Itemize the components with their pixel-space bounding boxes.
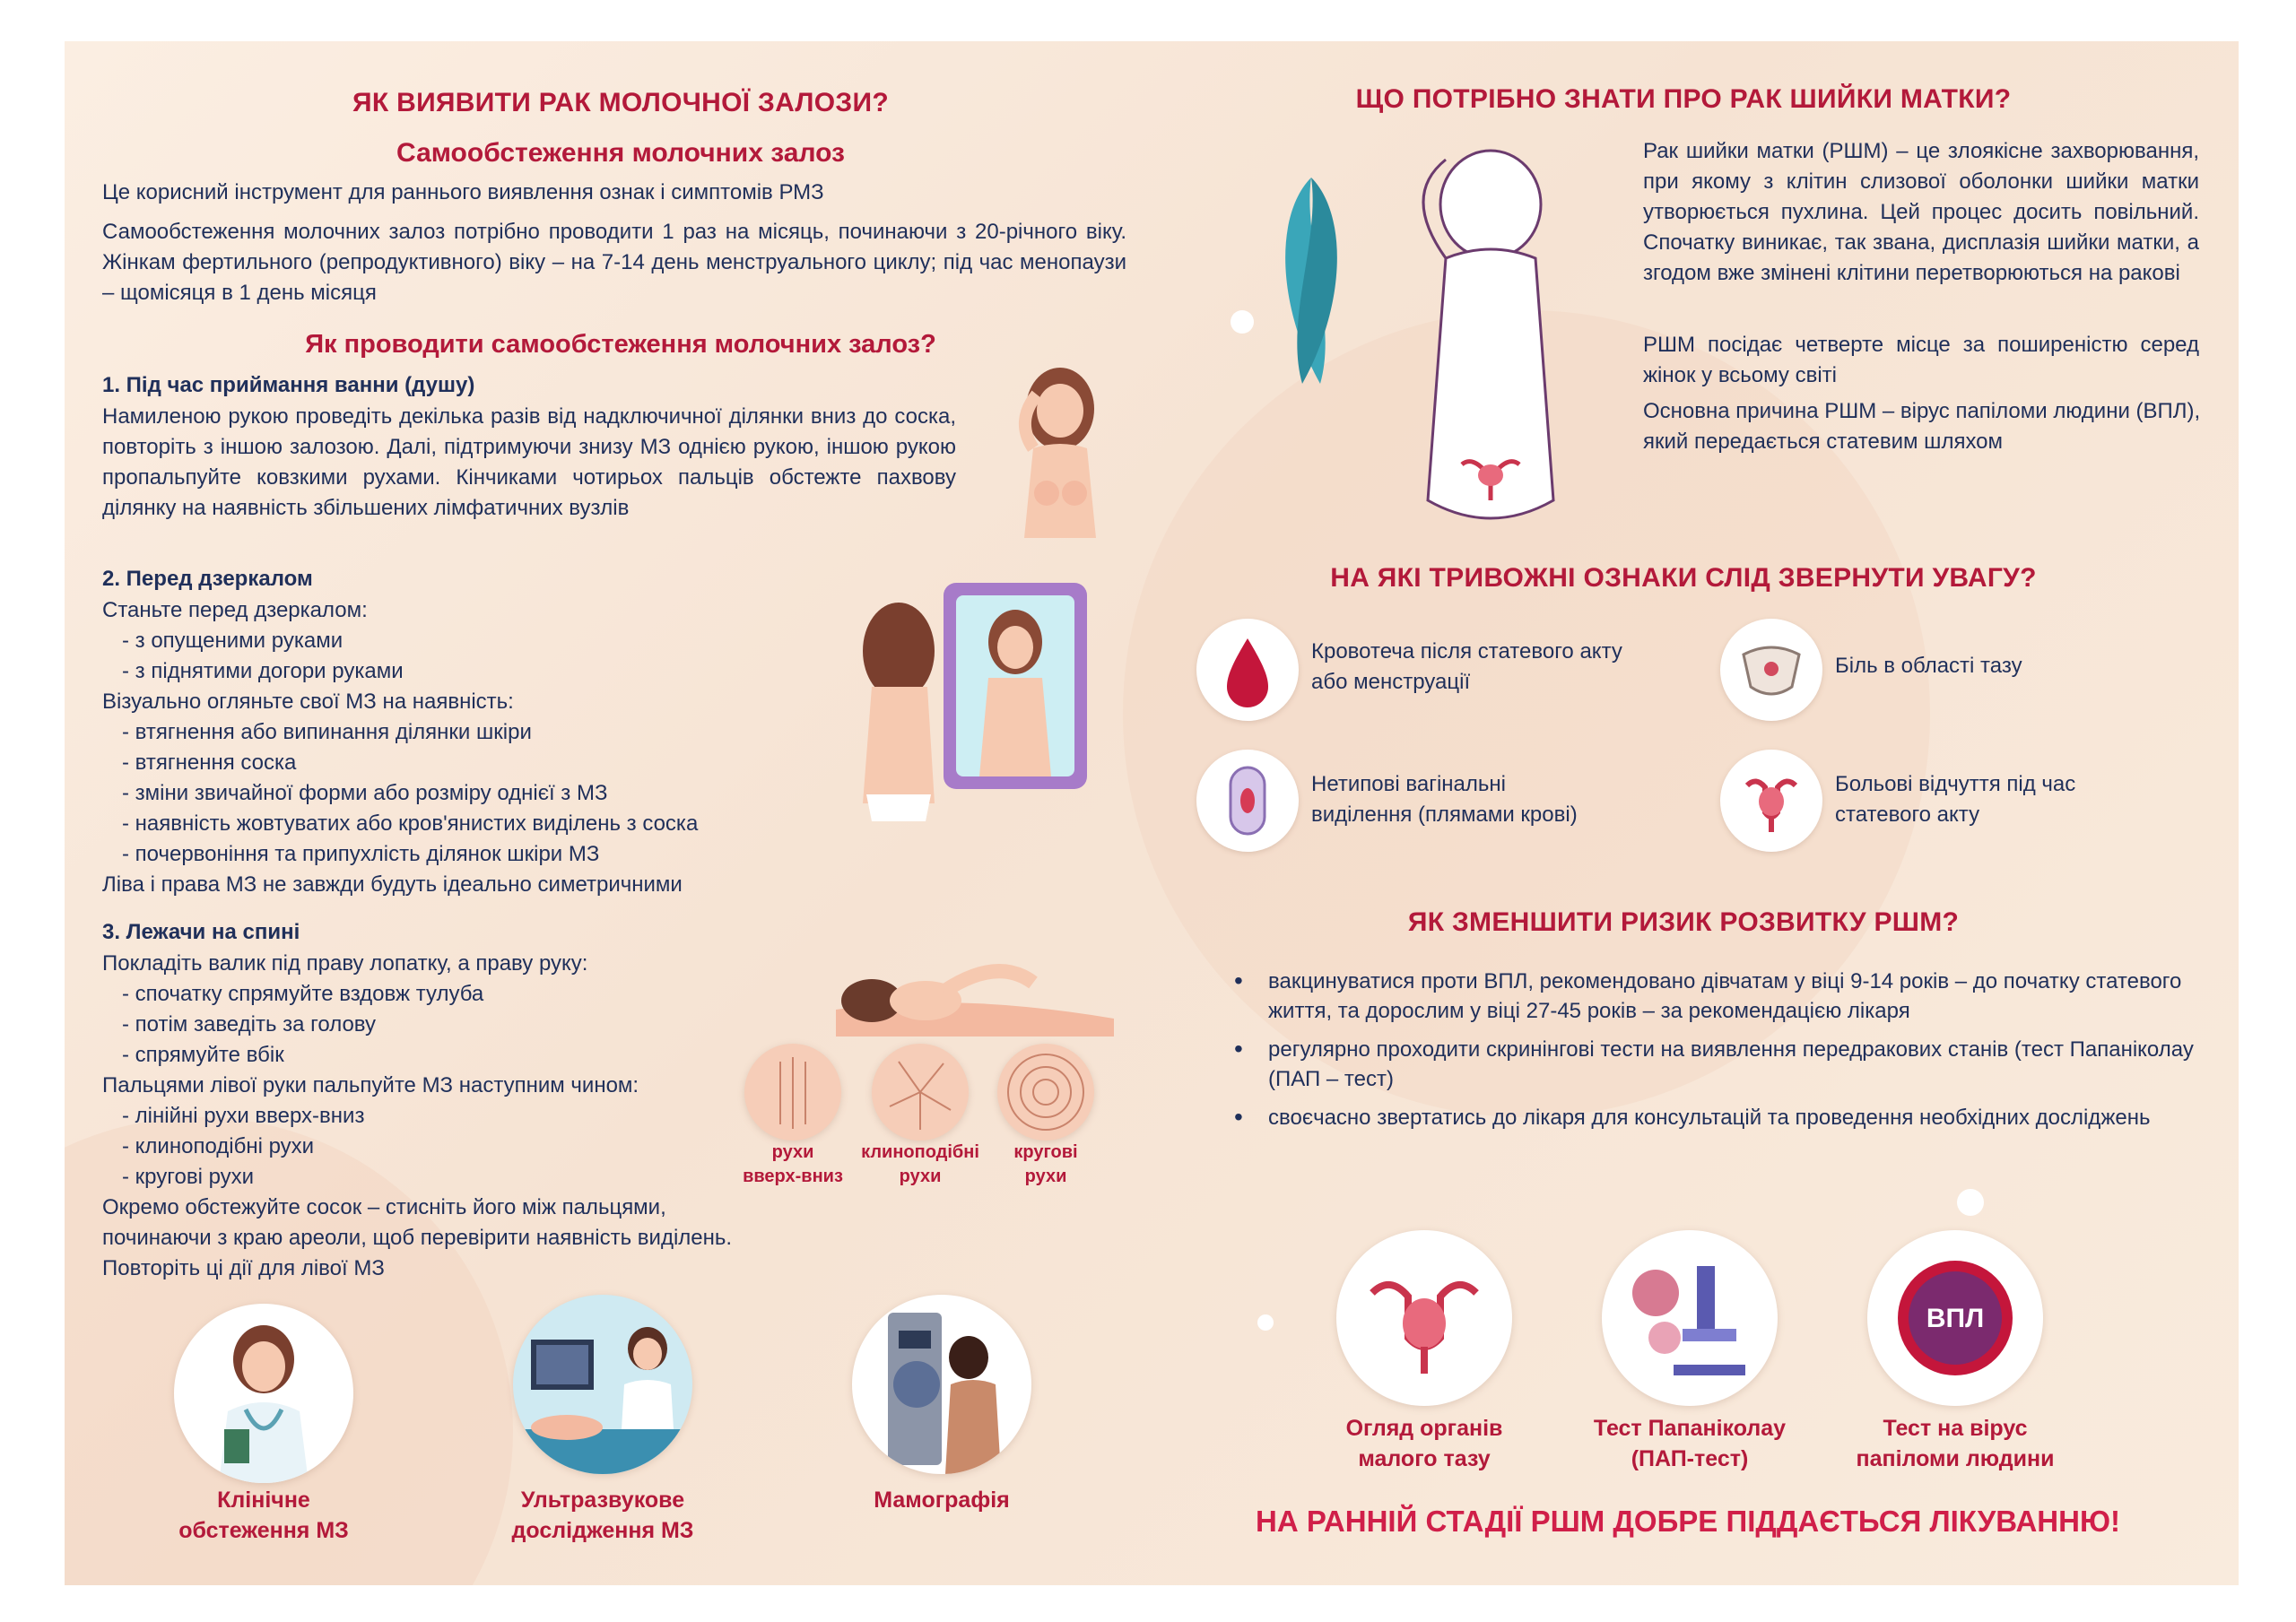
doctor-illustration: [174, 1304, 353, 1483]
wedge-motion-image: [872, 1044, 969, 1141]
motion-caption: [974, 1141, 1118, 1189]
step2-line: Станьте перед дзеркалом:: [102, 598, 368, 622]
step2-line: - зміни звичайної форми або розміру однієї з МЗ: [122, 781, 608, 805]
step3-line: - кругові рухи: [122, 1165, 255, 1189]
step2-line: - втягнення або випинання ділянки шкіри: [122, 720, 532, 744]
warning-sign-icon-wrap: [1196, 619, 1299, 721]
step3-line: Пальцями лівої руки пальпуйте МЗ наступним чином:: [102, 1073, 639, 1097]
step3-line: - потім заведіть за голову: [122, 1012, 377, 1037]
linear-motion-image: [744, 1044, 841, 1141]
step3-line: починаючи з краю ареоли, щоб перевірити наявність виділень.: [102, 1226, 733, 1250]
step3-title: 3. Лежачи на спині: [102, 920, 300, 944]
circular-motion-image: [997, 1044, 1094, 1141]
risk-item: • регулярно проходити скринінгові тести на виявлення передракових станів (тест Папаніколау (ПАП – тест): [1231, 1035, 2199, 1094]
exam-caption-line: Клінічне: [217, 1488, 310, 1513]
early-stage-banner: НА РАННІЙ СТАДІЇ РШМ ДОБРЕ ПІДДАЄТЬСЯ ЛІКУВАННЮ!: [1255, 1505, 2120, 1538]
blood-drop-icon: [1196, 619, 1299, 721]
exam-caption-line: обстеження МЗ: [178, 1518, 349, 1543]
pelvis-icon: [1720, 619, 1822, 721]
warning-sign-line: Нетипові вагінальні: [1311, 772, 1506, 796]
step2-line: Ліва і права МЗ не завжди будуть ідеально симетричними: [102, 872, 683, 897]
motion-caption-line: рухи: [899, 1167, 942, 1186]
self-exam-heading: Самообстеження молочних залоз: [396, 138, 845, 168]
exam-caption-line: дослідження МЗ: [511, 1518, 694, 1543]
decor-dot: [1257, 1314, 1274, 1331]
motion-caption-line: вверх-вниз: [743, 1167, 843, 1186]
risk-item: • своєчасно звертатись до лікаря для консультацій та проведення необхідних досліджень: [1231, 1103, 2199, 1132]
mammography-illustration: [852, 1295, 1031, 1474]
cervical-cause: Основна причина РШМ – вірус папіломи людини (ВПЛ), який передається статевим шляхом: [1643, 399, 2201, 454]
risk-reduction-title: ЯК ЗМЕНШИТИ РИЗИК РОЗВИТКУ РШМ?: [1407, 907, 1960, 937]
step3-line: Повторіть ці дії для лівої МЗ: [102, 1256, 385, 1280]
shower-woman-illustration: [997, 359, 1123, 547]
warning-sign-icon-wrap: [1720, 619, 1822, 721]
warning-sign-line: або менструації: [1311, 670, 1471, 694]
mirror-illustration: [845, 579, 1114, 848]
exam-caption: [468, 1485, 737, 1546]
step2-line: - наявність жовтуватих або кров'янистих виділень з соска: [122, 811, 699, 836]
pelvic-exam-illustration: [1336, 1230, 1512, 1406]
step2-line: Візуально огляньте свої МЗ на наявність:: [102, 690, 514, 714]
step2-line: - з піднятими догори руками: [122, 659, 404, 683]
how-to-heading: Як проводити самообстеження молочних залоз?: [305, 330, 936, 359]
cervical-prevalence: РШМ посідає четверте місце за поширеністю серед жінок у всьому світі: [1643, 333, 2199, 387]
warning-sign-text: [1311, 769, 1578, 830]
exam-caption: [129, 1485, 398, 1546]
exam-caption: [807, 1485, 1076, 1515]
motion-caption: [848, 1141, 992, 1189]
intro-paragraph: Самообстеження молочних залоз потрібно проводити 1 раз на місяць, починаючи з 20-річного віку. Жінкам фертильного (репродуктивного) віку – на 7-14 день менструального циклу; під час менопаузи – щомісяця в 1 день місяця: [102, 220, 1126, 305]
warning-sign-icon-wrap: [1196, 750, 1299, 852]
step3-line: - клиноподібні рухи: [122, 1134, 315, 1158]
intro-line: Це корисний інструмент для раннього виявлення ознак і симптомів РМЗ: [102, 180, 824, 204]
step2-line: - з опущеними руками: [122, 629, 344, 653]
cervical-cancer-title: ЩО ПОТРІБНО ЗНАТИ ПРО РАК ШИЙКИ МАТКИ?: [1355, 84, 2012, 114]
leaflet-sheet: [65, 41, 2239, 1585]
step2-title: 2. Перед дзеркалом: [102, 567, 313, 591]
hpv-test-illustration: [1867, 1230, 2043, 1406]
exam-caption-line: Мамографія: [874, 1488, 1010, 1513]
test-caption-line: малого тазу: [1358, 1446, 1491, 1471]
warning-sign-line: виділення (плямами крові): [1311, 802, 1578, 827]
motion-caption: [721, 1141, 865, 1189]
warning-sign-line: Біль в області тазу: [1835, 654, 2022, 678]
warning-sign-icon-wrap: [1720, 750, 1822, 852]
step3-line: - спочатку спрямуйте вздовж тулуба: [122, 982, 484, 1006]
test-caption: [1559, 1413, 1821, 1474]
motion-caption-line: рухи: [1024, 1167, 1067, 1186]
warning-sign-text: [1835, 769, 2075, 830]
test-caption-line: Тест Папаніколау: [1593, 1416, 1787, 1441]
test-caption-line: Тест на вірус: [1883, 1416, 2028, 1441]
warning-sign-text: [1311, 637, 1622, 698]
step1-text: Намиленою рукою проведіть декілька разів від надключичної ділянки вниз до соска, повторіть з іншою залозою. Далі, підтримуючи знизу МЗ однією рукою, іншою рукою пропальпуйте ковзкими рухами. Кінчиками чотирьох пальців обстежте пахвову ділянку на наявність збільшених лімфатичних вузлів: [102, 404, 956, 520]
step2-line: - почервоніння та припухлість ділянок шкіри МЗ: [122, 842, 600, 866]
warning-signs-title: НА ЯКІ ТРИВОЖНІ ОЗНАКИ СЛІД ЗВЕРНУТИ УВАГУ?: [1330, 563, 2037, 593]
test-caption-line: папіломи людини: [1856, 1446, 2055, 1471]
ultrasound-illustration: [513, 1295, 692, 1474]
pad-icon: [1196, 750, 1299, 852]
exam-caption-line: Ультразвукове: [520, 1488, 685, 1513]
step2-list: [102, 595, 909, 900]
warning-sign-line: Кровотеча після статевого акту: [1311, 639, 1622, 664]
pap-test-illustration: [1602, 1230, 1778, 1406]
decor-dot: [1957, 1189, 1984, 1216]
uterus-icon: [1720, 750, 1822, 852]
warning-sign-line: статевого акту: [1835, 802, 1980, 827]
step2-line: - втягнення соска: [122, 750, 297, 775]
motion-caption-line: рухи: [771, 1142, 814, 1162]
motion-caption-line: клиноподібні: [861, 1142, 979, 1162]
test-caption: [1293, 1413, 1555, 1474]
lying-woman-illustration: [818, 938, 1123, 1045]
cervical-definition: Рак шийки матки (РШМ) – це злоякісне захворювання, при якому з клітин слизової оболонки шийки матки утворюється пухлина. Цей процес досить повільний. Спочатку виникає, так звана, дисплазія шийки матки, а згодом вже змінені клітини перетворюються на ракові: [1643, 139, 2199, 285]
risk-reduction-list: [1231, 967, 2199, 1141]
test-caption: [1824, 1413, 2086, 1474]
step1-title: 1. Під час приймання ванни (душу): [102, 373, 475, 397]
warning-sign-line: Больові відчуття під час: [1835, 772, 2076, 796]
test-caption-line: Огляд органів: [1345, 1416, 1503, 1441]
step3-line: - лінійні рухи вверх-вниз: [122, 1104, 365, 1128]
risk-item: • вакцинуватися проти ВПЛ, рекомендовано дівчатам у віці 9-14 років – до початку статевого життя, та дорослим у віці 27-45 років – за рекомендацією лікаря: [1231, 967, 2199, 1026]
warning-sign-text: [1835, 651, 2022, 681]
woman-ribbon-illustration: [1222, 142, 1625, 563]
step3-line: Окремо обстежуйте сосок – стисніть його між пальцями,: [102, 1195, 666, 1219]
step3-line: Покладіть валик під праву лопатку, а праву руку:: [102, 951, 588, 976]
step3-line: - спрямуйте вбік: [122, 1043, 284, 1067]
test-caption-line: (ПАП-тест): [1631, 1446, 1749, 1471]
breast-cancer-title: ЯК ВИЯВИТИ РАК МОЛОЧНОЇ ЗАЛОЗИ?: [352, 88, 889, 117]
motion-caption-line: кругові: [1013, 1142, 1078, 1162]
hpv-label: ВПЛ: [1926, 1304, 1985, 1333]
